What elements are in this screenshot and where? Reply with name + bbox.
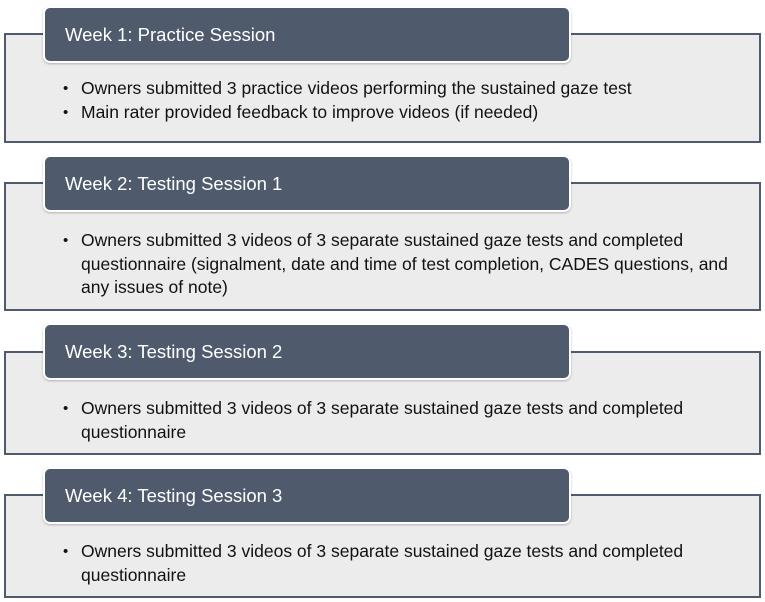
bullet-icon: • — [63, 80, 69, 97]
bullet-icon: • — [63, 232, 69, 249]
bullet-icon: • — [63, 400, 69, 417]
week-2-title: Week 2: Testing Session 1 — [43, 155, 571, 212]
week-4-title: Week 4: Testing Session 3 — [43, 467, 571, 524]
week-4-bullet-1 — [6, 540, 759, 587]
week-3-bullet-list — [6, 397, 759, 444]
week-1-bullet-1 — [6, 77, 759, 101]
bullet-text: Main rater provided feedback to improve videos (if needed) — [81, 101, 539, 122]
week-1-bullet-2 — [6, 101, 759, 125]
week-2-bullet-1 — [6, 229, 759, 300]
bullet-text: Owners submitted 3 videos of 3 separate sustained gaze tests and completed questionnaire (signalment, date and time of test completion, CADES questions, and any issues of note) — [81, 230, 728, 297]
bullet-text: Owners submitted 3 videos of 3 separate sustained gaze tests and completed questionnaire — [81, 398, 684, 442]
week-1-bullet-list — [6, 77, 759, 124]
bullet-icon: • — [63, 543, 69, 560]
week-2-bullet-list — [6, 229, 759, 300]
bullet-icon: • — [63, 103, 69, 121]
bullet-text: Owners submitted 3 practice videos performing the sustained gaze test — [81, 78, 632, 98]
week-3-bullet-1 — [6, 397, 759, 444]
week-3-title: Week 3: Testing Session 2 — [43, 323, 571, 380]
bullet-text: Owners submitted 3 videos of 3 separate sustained gaze tests and completed questionnaire — [81, 541, 684, 585]
week-1-title: Week 1: Practice Session — [43, 6, 571, 63]
week-4-bullet-list — [6, 540, 759, 587]
